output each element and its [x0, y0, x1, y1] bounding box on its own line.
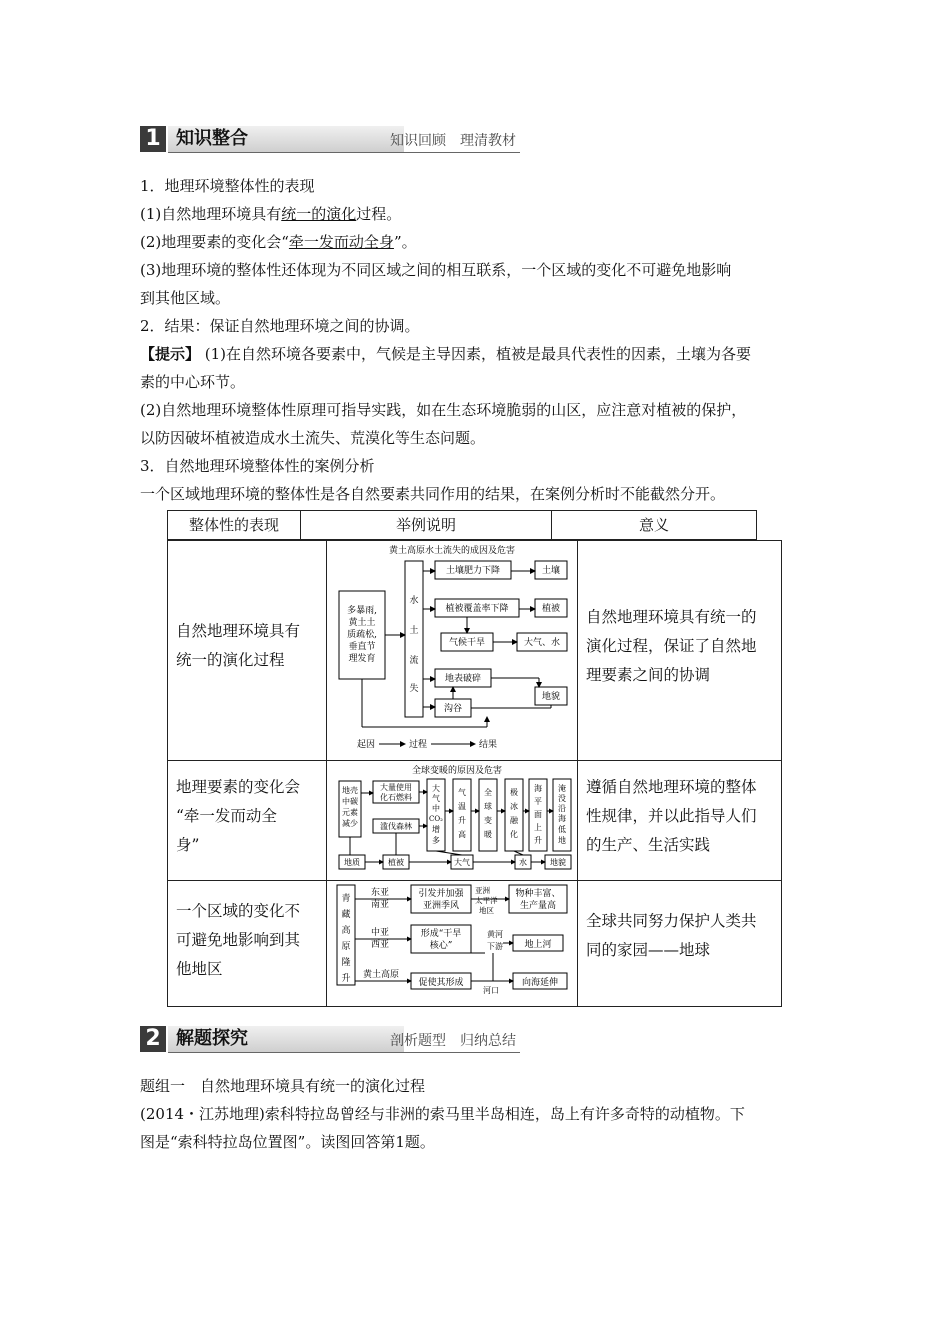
- section-header-2: [140, 1026, 520, 1054]
- svg-text:黄土土: 黄土土: [348, 618, 376, 628]
- svg-text:中亚: 中亚: [371, 928, 390, 938]
- table-cell: 自然地理环境具有 统一的演化过程: [167, 540, 327, 761]
- svg-text:地壳: 地壳: [342, 786, 358, 795]
- soil-erosion-diagram: [326, 540, 578, 761]
- svg-text:下游: 下游: [487, 942, 503, 951]
- svg-text:海: 海: [534, 784, 542, 793]
- svg-text:生产量高: 生产量高: [519, 901, 557, 911]
- svg-text:沟谷: 沟谷: [443, 704, 463, 714]
- svg-text:平: 平: [534, 797, 542, 806]
- svg-text:变: 变: [484, 816, 492, 825]
- svg-text:面: 面: [534, 810, 542, 819]
- section-header-1: [140, 126, 520, 154]
- svg-text:中碳: 中碳: [342, 797, 358, 806]
- svg-text:垂直节: 垂直节: [348, 642, 376, 652]
- svg-text:气: 气: [432, 794, 440, 803]
- svg-text:藏: 藏: [341, 910, 351, 920]
- question-text: 图是“索科特拉岛位置图”。读图回答第1题。: [140, 1133, 435, 1151]
- section-number: 2: [140, 1026, 166, 1052]
- svg-text:亚洲: 亚洲: [475, 886, 490, 895]
- svg-text:西亚: 西亚: [371, 940, 390, 950]
- section-rule: [168, 1052, 520, 1053]
- svg-text:元素: 元素: [342, 808, 358, 817]
- svg-text:水: 水: [519, 858, 527, 867]
- svg-text:植被: 植被: [388, 858, 404, 867]
- svg-text:化石燃料: 化石燃料: [380, 793, 412, 802]
- svg-text:地貌: 地貌: [541, 692, 561, 702]
- table-cell: 地理要素的变化会 “牵一发而动全 身”: [167, 760, 327, 881]
- svg-text:结果: 结果: [479, 740, 498, 750]
- table-cell: 一个区域的变化不 可避免地影响到其 他地区: [167, 880, 327, 1007]
- svg-text:淹: 淹: [558, 784, 566, 793]
- text-line: 3．自然地理环境整体性的案例分析: [140, 457, 375, 475]
- svg-text:多: 多: [432, 836, 440, 845]
- svg-text:暖: 暖: [484, 830, 492, 839]
- svg-text:沿: 沿: [558, 804, 566, 813]
- svg-text:低: 低: [558, 825, 566, 834]
- svg-text:化: 化: [510, 830, 518, 839]
- text-line: 1．地理环境整体性的表现: [140, 177, 315, 195]
- svg-text:升: 升: [534, 836, 542, 845]
- svg-text:促使其形成: 促使其形成: [418, 978, 464, 988]
- svg-text:地质: 地质: [344, 858, 360, 867]
- svg-text:升: 升: [341, 974, 351, 984]
- svg-text:南亚: 南亚: [371, 900, 390, 910]
- svg-text:植被覆盖率下降: 植被覆盖率下降: [445, 604, 509, 614]
- svg-text:减少: 减少: [342, 819, 358, 828]
- svg-text:地上河: 地上河: [524, 940, 552, 950]
- text-line: 素的中心环节。: [140, 373, 246, 391]
- table-header: 意义: [551, 510, 757, 540]
- svg-text:太平洋: 太平洋: [475, 896, 498, 905]
- svg-text:地: 地: [558, 836, 566, 845]
- section-number: 1: [140, 126, 166, 152]
- text-line: (1)自然地理环境具有统一的演化过程。: [140, 205, 402, 223]
- svg-text:地区: 地区: [479, 906, 494, 915]
- svg-text:形成“干旱: 形成“干旱: [420, 929, 462, 939]
- text-line: 一个区域地理环境的整体性是各自然要素共同作用的结果，在案例分析时不能截然分开。: [140, 485, 726, 503]
- svg-text:气候干旱: 气候干旱: [448, 638, 486, 648]
- text-line: (2)自然地理环境整体性原理可指导实践，如在生态环境脆弱的山区，应注意对植被的保护，: [140, 401, 747, 419]
- table-header: 举例说明: [300, 510, 552, 540]
- svg-text:大气、水: 大气、水: [523, 638, 561, 648]
- question-group-heading: 题组一 自然地理环境具有统一的演化过程: [140, 1077, 426, 1095]
- svg-text:大气: 大气: [454, 858, 470, 867]
- svg-text:多暴雨,: 多暴雨,: [347, 606, 377, 616]
- svg-text:理发育: 理发育: [348, 654, 376, 664]
- svg-text:高: 高: [341, 926, 351, 936]
- question-text: (2014・江苏地理)索科特拉岛曾经与非洲的索马里半岛相连，岛上有许多奇特的动植物。下: [140, 1105, 745, 1123]
- svg-text:滥伐森林: 滥伐森林: [380, 822, 412, 831]
- section-title: 知识整合: [168, 126, 404, 152]
- svg-text:河口: 河口: [483, 986, 499, 995]
- text-line: 2．结果：保证自然地理环境之间的协调。: [140, 317, 420, 335]
- svg-text:过程: 过程: [409, 740, 428, 750]
- svg-text:增: 增: [432, 825, 440, 834]
- text-line: 【提示】 (1)在自然环境各要素中，气候是主导因素，植被是最具代表性的因素，土壤为各要: [140, 345, 752, 363]
- text-line: (2)地理要素的变化会“牵一发而动全身”。: [140, 233, 417, 251]
- svg-text:冰: 冰: [510, 802, 518, 811]
- global-warming-diagram: [326, 760, 578, 881]
- svg-text:极: 极: [510, 788, 518, 797]
- svg-text:东亚: 东亚: [371, 888, 390, 898]
- table-cell: 自然地理环境具有统一的 演化过程，保证了自然地 理要素之间的协调: [577, 540, 782, 761]
- svg-text:物种丰富、: 物种丰富、: [515, 889, 561, 899]
- svg-text:土壤: 土壤: [541, 566, 561, 576]
- svg-text:起因: 起因: [357, 740, 376, 750]
- svg-text:土: 土: [409, 626, 419, 636]
- section-rule: [168, 152, 520, 153]
- svg-text:青: 青: [341, 894, 351, 904]
- svg-text:质疏松,: 质疏松,: [347, 630, 377, 640]
- table-cell: 全球共同努力保护人类共 同的家园——地球: [577, 880, 782, 1007]
- svg-text:流: 流: [409, 656, 419, 666]
- svg-text:中: 中: [432, 804, 440, 813]
- svg-text:向海延伸: 向海延伸: [521, 978, 559, 988]
- svg-text:升: 升: [458, 816, 466, 825]
- svg-text:温: 温: [458, 802, 466, 811]
- warming-chain: [427, 779, 571, 851]
- svg-text:上: 上: [534, 823, 542, 832]
- svg-text:黄土高原: 黄土高原: [363, 970, 400, 980]
- svg-text:亚洲季风: 亚洲季风: [422, 901, 460, 911]
- svg-text:CO₂: CO₂: [429, 815, 443, 823]
- section-subtitle: 知识回顾 理清教材: [390, 133, 516, 149]
- section-subtitle: 剖析题型 归纳总结: [390, 1033, 516, 1049]
- svg-text:大量使用: 大量使用: [380, 783, 412, 792]
- svg-text:黄河: 黄河: [487, 930, 503, 939]
- svg-text:地表破碎: 地表破碎: [444, 674, 482, 684]
- text-line: 到其他区域。: [140, 289, 231, 307]
- svg-text:引发并加强: 引发并加强: [418, 889, 464, 899]
- svg-text:全: 全: [484, 788, 492, 797]
- svg-text:核心”: 核心”: [429, 941, 453, 951]
- text-line: (3)地理环境的整体性还体现为不同区域之间的相互联系，一个区域的变化不可避免地影响: [140, 261, 732, 279]
- svg-text:融: 融: [510, 816, 518, 825]
- svg-text:水: 水: [409, 596, 419, 606]
- section-title: 解题探究: [168, 1026, 404, 1052]
- diagram-title: 黄土高原水土流失的成因及危害: [388, 546, 516, 556]
- svg-text:高: 高: [458, 830, 466, 839]
- svg-text:海: 海: [558, 814, 566, 823]
- svg-text:原: 原: [341, 942, 351, 952]
- tibet-uplift-diagram: [326, 880, 578, 1007]
- svg-text:地貌: 地貌: [550, 858, 566, 867]
- svg-text:大: 大: [432, 784, 440, 793]
- svg-text:失: 失: [409, 684, 419, 694]
- svg-text:土壤肥力下降: 土壤肥力下降: [445, 566, 501, 576]
- svg-text:气: 气: [458, 788, 466, 797]
- svg-text:没: 没: [558, 794, 566, 803]
- table-cell: 遵循自然地理环境的整体 性规律，并以此指导人们 的生产、生活实践: [577, 760, 782, 881]
- text-line: 以防因破坏植被造成水土流失、荒漠化等生态问题。: [140, 429, 486, 447]
- svg-text:球: 球: [484, 802, 492, 811]
- table-header: 整体性的表现: [167, 510, 301, 540]
- svg-text:隆: 隆: [341, 958, 351, 968]
- diagram-title: 全球变暖的原因及危害: [411, 766, 503, 776]
- svg-text:植被: 植被: [541, 604, 561, 614]
